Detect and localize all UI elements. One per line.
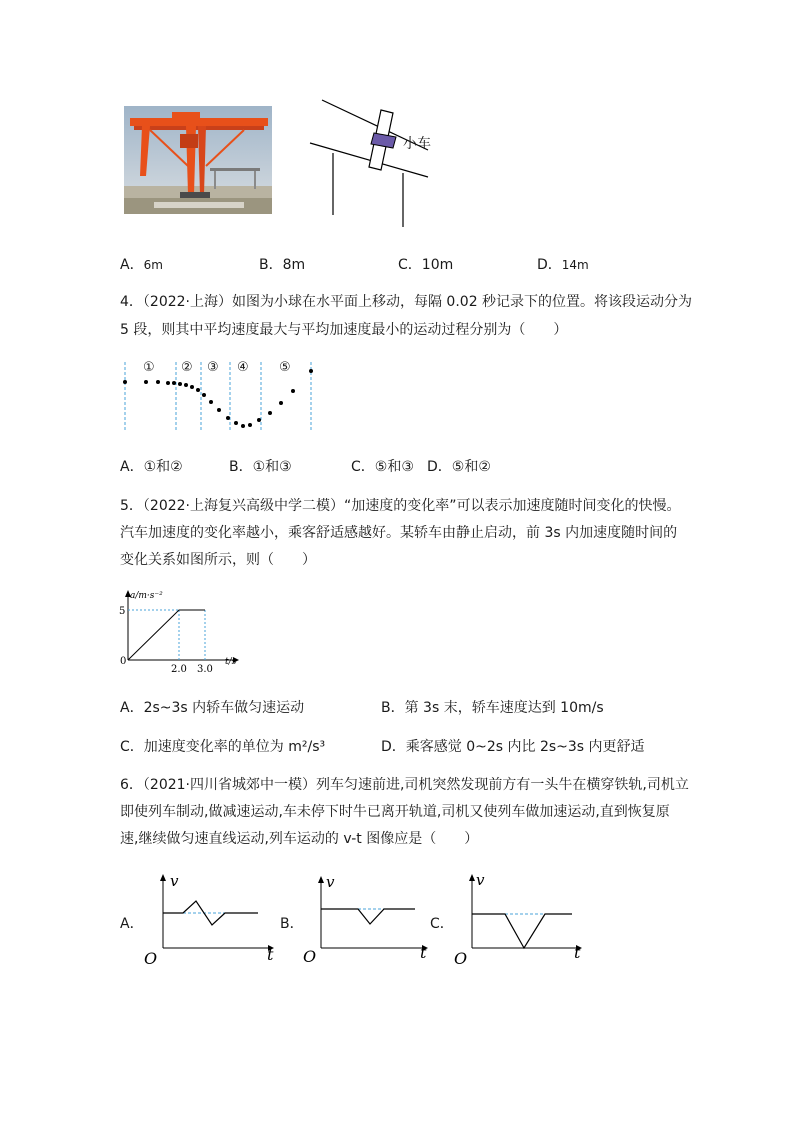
option-letter: A． xyxy=(120,459,144,475)
chart-xtick-3: 3.0 xyxy=(197,664,213,673)
q4-stem-line1: 4．（2022·上海）如图为小球在水平面上移动，每隔 0.02 秒记录下的位置。将该段运动分为 xyxy=(120,294,693,310)
q6-option-b-letter[interactable]: B． xyxy=(280,916,304,932)
option-letter: C． xyxy=(120,739,144,755)
option-text: ⑤和② xyxy=(451,459,491,475)
option-text: 10m xyxy=(421,257,454,273)
q6-option-a-letter[interactable]: A． xyxy=(120,916,144,932)
option-letter: D． xyxy=(381,739,406,755)
segment-label-5: ⑤ xyxy=(279,360,291,375)
v-axis-label: v xyxy=(326,873,335,891)
q6-option-c-graph[interactable] xyxy=(450,868,595,968)
q6-stem-line1: 6．（2021·四川省城郊中一模）列车匀速前进,司机突然发现前方有一头牛在横穿铁轨,司机立 xyxy=(120,777,689,793)
option-letter: C． xyxy=(398,257,422,273)
origin-label: O xyxy=(454,949,468,968)
rail-cart-diagram xyxy=(300,95,450,235)
option-letter: A． xyxy=(120,257,144,273)
v-axis-label: v xyxy=(476,871,485,889)
q6-option-b-graph[interactable] xyxy=(300,868,440,968)
q4-option-a[interactable] xyxy=(120,456,183,476)
q5-option-d[interactable] xyxy=(381,736,645,756)
option-letter: A． xyxy=(120,700,144,716)
q5-stem-line2: 汽车加速度的变化率越小，乘客舒适感越好。某轿车由静止启动，前 3s 内加速度随时间的 xyxy=(120,525,678,541)
option-text: 6m xyxy=(143,258,163,272)
segment-label-2: ② xyxy=(181,360,193,375)
option-text: 14m xyxy=(561,258,589,272)
q3-option-c[interactable] xyxy=(398,254,453,274)
q4-stem-line2: 5 段，则其中平均速度最大与平均加速度最小的运动过程分别为（ ） xyxy=(120,322,568,338)
option-text: 第 3s 末，轿车速度达到 10m/s xyxy=(404,700,604,716)
option-letter: D． xyxy=(537,257,562,273)
q5-stem-line1: 5．（2022·上海复兴高级中学二模）“加速度的变化率”可以表示加速度随时间变化的快慢。 xyxy=(120,498,681,514)
q4-option-c[interactable] xyxy=(351,456,414,476)
option-text: 2s~3s 内轿车做匀速运动 xyxy=(143,700,305,716)
q5-option-c[interactable] xyxy=(120,736,325,756)
chart-ytick-5: 5 xyxy=(119,606,126,617)
t-axis-label: t xyxy=(420,943,427,962)
t-axis-label: t xyxy=(267,945,274,964)
chart-xlabel: t/s xyxy=(225,657,237,667)
chart-xtick-2: 2.0 xyxy=(171,664,187,673)
origin-label: O xyxy=(144,949,158,968)
q6-option-a-graph[interactable] xyxy=(140,868,285,968)
segment-label-4: ④ xyxy=(237,360,249,375)
option-letter: B． xyxy=(381,700,405,716)
origin-label: O xyxy=(303,947,317,966)
t-axis-label: t xyxy=(574,943,581,962)
q3-option-a[interactable] xyxy=(120,254,163,274)
q6-stem-line3: 速,继续做匀速直线运动,列车运动的 v-t 图像应是（ ） xyxy=(120,831,479,847)
option-text: 乘客感觉 0~2s 内比 2s~3s 内更舒适 xyxy=(405,739,645,755)
acceleration-time-graph xyxy=(115,588,250,673)
option-letter: C． xyxy=(351,459,375,475)
q6-option-c-letter[interactable]: C． xyxy=(430,916,454,932)
q4-option-d[interactable] xyxy=(427,456,491,476)
option-text: ⑤和③ xyxy=(374,459,414,475)
crane-photo xyxy=(124,106,272,214)
q3-option-b[interactable] xyxy=(259,254,305,274)
option-text: ①和② xyxy=(143,459,183,475)
q3-option-d[interactable] xyxy=(537,254,589,274)
v-axis-label: v xyxy=(170,872,179,890)
option-letter: B． xyxy=(259,257,283,273)
q6-stem-line2: 即使列车制动,做减速运动,车未停下时牛已离开轨道,司机又使列车做加速运动,直到恢复原 xyxy=(120,804,670,820)
option-letter: D． xyxy=(427,459,452,475)
option-text: 8m xyxy=(282,257,306,273)
q4-option-b[interactable] xyxy=(229,456,292,476)
segment-label-1: ① xyxy=(143,360,155,375)
option-text: ①和③ xyxy=(252,459,292,475)
cart-label: 小车 xyxy=(403,136,431,152)
chart-ylabel: a/m·s⁻² xyxy=(130,591,163,601)
chart-origin: 0 xyxy=(120,656,127,667)
option-text: 加速度变化率的单位为 m²/s³ xyxy=(143,739,326,755)
q5-option-a[interactable] xyxy=(120,697,304,717)
q5-option-b[interactable] xyxy=(381,697,604,717)
q5-stem-line3: 变化关系如图所示，则（ ） xyxy=(120,552,316,568)
option-letter: B． xyxy=(229,459,253,475)
segment-label-3: ③ xyxy=(207,360,219,375)
